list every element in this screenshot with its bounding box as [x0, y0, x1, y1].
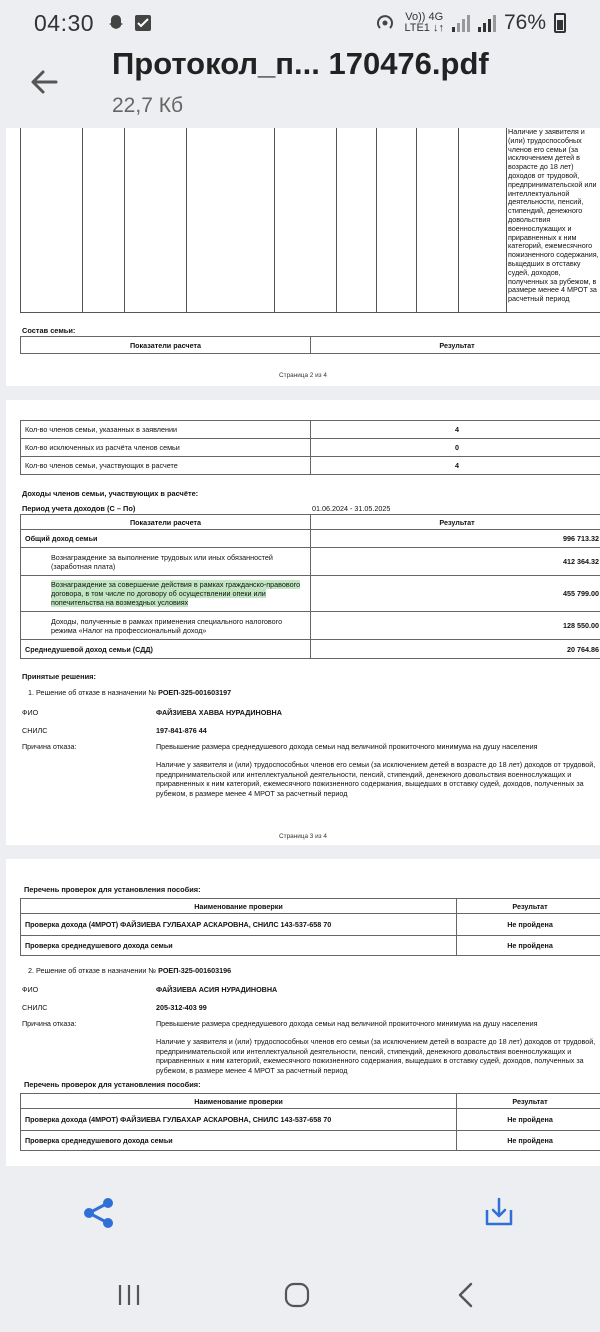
period-label: Период учета доходов (С – По): [22, 504, 136, 513]
col-indicator: Показатели расчета: [21, 337, 311, 354]
page-number: Страница 2 из 4: [279, 372, 327, 379]
checks-title: Перечень проверок для установления пособия:: [24, 885, 201, 894]
income-table: Показатели расчета Результат Общий доход семьи 996 713.32 Вознаграждение за выполнение трудовых или иных обязанностей (заработная плата) 412 364.32 Вознаграждение за совершение действия в рамках гражданско-правового договора, в том числе по договору об осуществлении опеки или попечительства на возмездных условиях 455 799.00 Доходы, полученные в рамках применения специального налогового режима «Налог на профессиональный доход» 128 550.00 Среднедушевой доход семьи (СДД) 20 764.86: [20, 514, 600, 659]
col-result: Результат: [311, 337, 600, 354]
period-value: 01.06.2024 - 31.05.2025: [312, 504, 391, 513]
bottom-action-bar: [0, 1166, 600, 1262]
income-condition-note: Наличие у заявителя и (или) трудоспособных членов его семьи (за исключением детей в возрасте до 18 лет) доходов от трудовой, предпринимательской или интеллектуальной деятельности, пенсий, стипендий, денежного довольствия военнослужащих и приравненных к ним категорий, ежемесячного пожизненного содержания, выщедших в отставку судей, доходов, полученных за рубежом, в размере менее 4 МРОТ за расчетный период: [508, 128, 599, 304]
clock: 04:30: [34, 9, 95, 36]
hotspot-icon: [374, 12, 396, 34]
decision-2: 2. Решение об отказе в назначении № РОЕП-325-001603196: [28, 966, 232, 975]
signal-1-icon: [452, 14, 470, 32]
share-icon[interactable]: [82, 1196, 116, 1230]
document-title: Протокол_п... 170476.pdf: [112, 46, 489, 81]
pdf-page-2: [6, 128, 600, 386]
family-section-title: Состав семьи:: [22, 326, 76, 335]
back-arrow-icon[interactable]: [28, 66, 60, 98]
download-icon[interactable]: [482, 1196, 516, 1230]
checkbox-notification-icon: [134, 14, 152, 32]
family-count-table: Кол-во членов семьи, указанных в заявлении 4 Кол-во исключенных из расчёта членов семьи 0 Кол-во членов семьи, участвующих в расчете 4: [20, 420, 600, 475]
decision-1: 1. Решение об отказе в назначении № РОЕП-325-001603197: [28, 688, 232, 697]
pdf-page-3: [6, 400, 600, 845]
checks-table-1: Наименование проверки Результат Проверка дохода (4МРОТ) ФАЙЗИЕВА ГУЛБАХАР АСКАРОВНА, СНИЛС 143-537-658 70 Не пройдена Проверка среднедушевого дохода семьи Не пройдена: [20, 898, 600, 956]
decision-1-details: ФИО ФАЙЗИЕВА ХАВВА НУРАДИНОВНА СНИЛС 197-841-876 44 Причина отказа: Превышение размера среднедушевого дохода семьи над величиной прожиточного минимума на душу населения Наличие у заявителя и (или) трудоспособных членов его семьи (за исключением детей в возрасте до 18 лет) доходов от трудовой, предпринимательской или интеллектуальной деятельности, пенсий, стипендий, денежного довольствия военнослужащих и приравненных к ним категорий, ежемесячного пожизненного содержания, выщедших в отставку судей, доходов, полученных за рубежом, в размере менее 4 МРОТ за расчетный период: [22, 708, 596, 798]
battery-icon: [554, 13, 566, 33]
system-nav-bar: [0, 1262, 600, 1332]
checks-table-2: Наименование проверки Результат Проверка дохода (4МРОТ) ФАЙЗИЕВА ГУЛБАХАР АСКАРОВНА, СНИЛС 143-537-658 70 Не пройдена Проверка среднедушевого дохода семьи Не пройдена: [20, 1093, 600, 1151]
network-type: Vo)) 4G LTE1 ↓↑: [404, 11, 444, 34]
family-header-table: [20, 336, 600, 354]
file-size: 22,7 Кб: [112, 94, 183, 117]
battery-percent: 76%: [503, 11, 546, 34]
decision-2-details: ФИО ФАЙЗИЕВА АСИЯ НУРАДИНОВНА СНИЛС 205-312-403 99 Причина отказа: Превышение размера среднедушевого дохода семьи над величиной прожиточного минимума на душу населения Наличие у заявителя и (или) трудоспособных членов его семьи (за исключением детей в возрасте до 18 лет) доходов от трудовой, предпринимательской или интеллектуальной деятельности, пенсий, стипендий, денежного довольствия военнослужащих и приравненных к ним категорий, ежемесячного пожизненного содержания, выщедших в отставку судей, доходов, полученных за рубежом, в размере менее 4 МРОТ за расчетный период: [22, 985, 596, 1075]
status-bar: [0, 0, 600, 46]
snapchat-icon: [106, 13, 126, 33]
recent-apps-icon[interactable]: [116, 1282, 142, 1308]
nav-back-icon[interactable]: [456, 1282, 476, 1308]
income-section-title: Доходы членов семьи, участвующих в расчёте:: [22, 489, 199, 498]
page-number: Страница 3 из 4: [279, 833, 327, 840]
decisions-title: Принятые решения:: [22, 672, 96, 681]
home-icon[interactable]: [284, 1282, 310, 1308]
app-header: [0, 46, 600, 126]
pdf-page-4: [6, 859, 600, 1166]
highlighted-text: Вознаграждение за совершение действия в рамках гражданско-правового договора, в том числе по договору об осуществлении опеки или попечительства на возмездных условиях: [51, 580, 301, 607]
checks-title-2: Перечень проверок для установления пособия:: [24, 1080, 201, 1089]
pdf-viewer[interactable]: [0, 128, 600, 1166]
signal-2-icon: [478, 14, 496, 32]
